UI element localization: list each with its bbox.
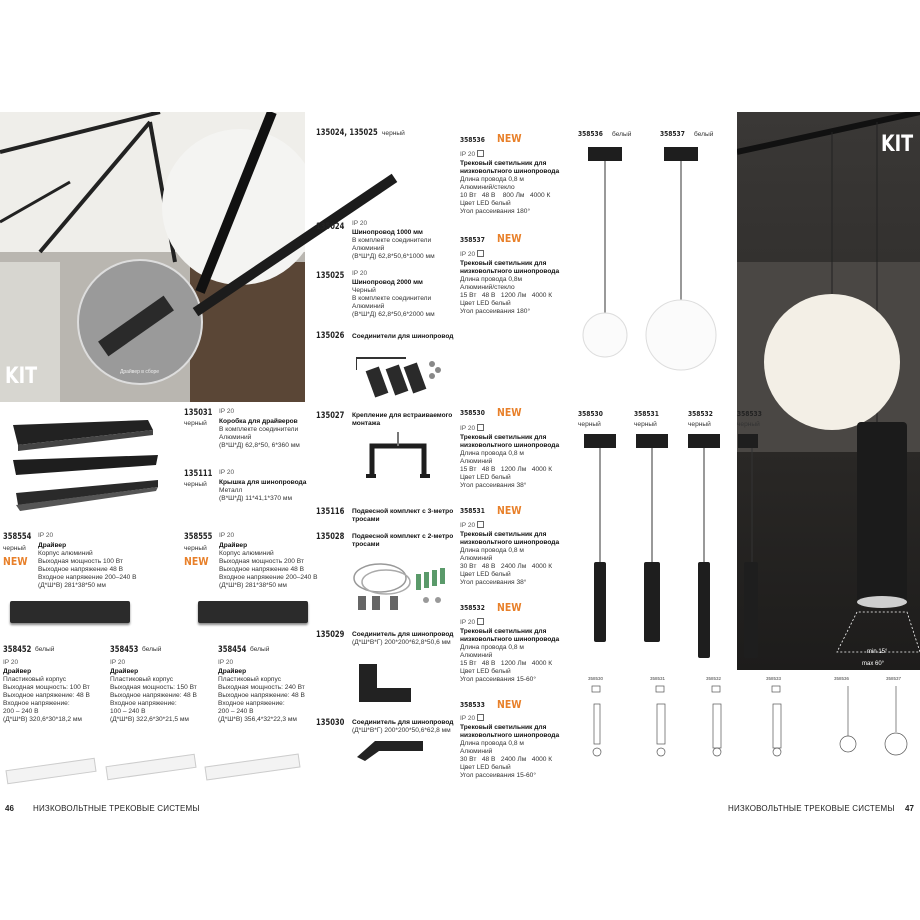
spec-358536-1: Длина провода 0,8 м xyxy=(460,176,524,183)
driver-box-illustration xyxy=(8,415,158,515)
color-358537-top: белый xyxy=(694,131,714,138)
footer-title-left: НИЗКОВОЛЬТНЫЕ ТРЕКОВЫЕ СИСТЕМЫ xyxy=(33,804,200,813)
l-connector-illustration xyxy=(355,660,415,706)
title-135027: Крепление для встраиваемого монтажа xyxy=(352,412,453,427)
spec-358554-3: Выходное напряжение 48 В xyxy=(38,566,124,573)
color-358532-top: черный xyxy=(688,421,711,428)
spec-358454-2: Выходная мощность: 240 Вт xyxy=(218,684,305,691)
spec-358555-2: Выходная мощность 200 Вт xyxy=(219,558,304,565)
spec-358530-2: Алюминий xyxy=(460,458,493,465)
ip-square-icon xyxy=(477,618,484,625)
title-358531: Трековый светильник для низковольтного шинопровода xyxy=(460,531,560,546)
code-135111: 135111 xyxy=(184,469,213,479)
spec-358533-3: 30 Вт 48 В 2400 Лм 4000 К xyxy=(460,756,553,763)
spec-135111-2: (В*Ш*Д) 11*41,1*370 мм xyxy=(219,495,292,502)
drawing-label-358537: 358537 xyxy=(886,676,902,681)
spec-358530-3: 15 Вт 48 В 1200 Лм 4000 К xyxy=(460,466,553,473)
code-358555: 358555 xyxy=(184,532,213,542)
ip-358537 xyxy=(460,250,484,258)
driver-image-358454 xyxy=(204,753,300,780)
page-number-right: 47 xyxy=(905,804,914,813)
ip-358531 xyxy=(460,521,484,529)
ip-square-icon xyxy=(477,250,484,257)
driver-image-358453 xyxy=(105,754,196,780)
spec-135029-1: (Д*Ш*В*Г) 200*200*62,8*50,6 мм xyxy=(352,639,451,646)
spec-358554-1: Корпус алюминий xyxy=(38,550,93,557)
new-badge-358531: NEW xyxy=(497,504,522,517)
title-358537: Трековый светильник для низковольтного шинопровода xyxy=(460,260,560,275)
code-358533-top: 358533 xyxy=(737,410,762,418)
spec-358453-6: (Д*Ш*В) 322,6*30*21,5 мм xyxy=(110,716,189,723)
spec-358537-1: Длина провода 0,8м xyxy=(460,276,523,283)
spec-358554-4: Входное напряжение 200–240 В xyxy=(38,574,137,581)
ip-135111: IP 20 xyxy=(219,469,235,476)
title-358554: Драйвер xyxy=(38,542,67,549)
ip-text: IP 20 xyxy=(460,425,476,432)
spec-358536-3: 10 Вт 48 В 800 Лм 4000 К xyxy=(460,192,551,199)
spec-358536-4: Цвет LED белый xyxy=(460,200,511,207)
spec-358532-2: Алюминий xyxy=(460,652,493,659)
ip-135031: IP 20 xyxy=(219,408,235,415)
ip-text: IP 20 xyxy=(460,251,476,258)
spec-135025-4: (В*Ш*Д) 62,8*50,6*2000 мм xyxy=(352,311,435,318)
suspension-illustration xyxy=(350,556,460,616)
spec-358532-4: Цвет LED белый xyxy=(460,668,511,675)
drawing-label-358536: 358536 xyxy=(834,676,850,681)
ip-358536 xyxy=(460,150,484,158)
spec-358537-3: 15 Вт 48 В 1200 Лм 4000 К xyxy=(460,292,553,299)
title-358452: Драйвер xyxy=(3,668,32,675)
ip-358532 xyxy=(460,618,484,626)
new-badge-358533: NEW xyxy=(497,698,522,711)
color-358533-top: черный xyxy=(737,421,760,428)
code-135028: 135028 xyxy=(316,532,345,542)
spec-358555-5: (Д*Ш*В) 281*38*50 мм xyxy=(219,582,287,589)
title-358530: Трековый светильник для низковольтного шинопровода xyxy=(460,434,560,449)
code-135031: 135031 xyxy=(184,408,213,418)
code-135116: 135116 xyxy=(316,507,345,517)
spec-358454-1: Пластиковый корпус xyxy=(218,676,282,683)
drawing-label-358530: 358530 xyxy=(588,676,604,681)
code-358536-desc: 358536 xyxy=(460,136,485,144)
title-135028: Подвесной комплект с 2-метро тросами xyxy=(352,533,454,548)
new-badge-358537: NEW xyxy=(497,232,522,245)
title-135025: Шинопровод 2000 мм xyxy=(352,279,423,286)
drawing-label-358531: 358531 xyxy=(650,676,666,681)
technical-drawings xyxy=(578,670,920,760)
title-135111: Крышка для шинопровода xyxy=(219,479,307,486)
spec-358452-4: Входное напряжение: xyxy=(3,700,70,707)
spec-358530-4: Цвет LED белый xyxy=(460,474,511,481)
spec-135025-2: В комплекте соединители xyxy=(352,295,432,302)
title-358536: Трековый светильник для низковольтного шинопровода xyxy=(460,160,560,175)
code-358537-top: 358537 xyxy=(660,130,685,138)
kit-logo-left: KIT xyxy=(5,364,38,389)
spec-358452-2: Выходная мощность: 100 Вт xyxy=(3,684,90,691)
mount-bracket-image xyxy=(366,432,430,480)
spec-358453-5: 100 – 240 В xyxy=(110,708,146,715)
drawing-label-358533: 358533 xyxy=(766,676,782,681)
spec-135025-3: Алюминий xyxy=(352,303,385,310)
spec-358537-2: Алюминий/стекло xyxy=(460,284,515,291)
code-358531-desc: 358531 xyxy=(460,507,485,515)
ip-358454: IP 20 xyxy=(218,659,234,666)
spec-135024-2: Алюминий xyxy=(352,245,385,252)
connectors-image xyxy=(356,350,446,398)
spec-358531-1: Длина провода 0,8 м xyxy=(460,547,524,554)
spec-358531-5: Угол рассеивания 38° xyxy=(460,579,527,586)
spec-135031-2: Алюминий xyxy=(219,434,252,441)
title-358555: Драйвер xyxy=(219,542,248,549)
spec-358530-1: Длина провода 0,8 м xyxy=(460,450,524,457)
spec-135025-1: Черный xyxy=(352,287,376,294)
suspension-kit-image xyxy=(350,556,460,616)
color-135031: черный xyxy=(184,420,207,427)
ip-text: IP 20 xyxy=(460,619,476,626)
spec-358555-1: Корпус алюминий xyxy=(219,550,274,557)
title-135029: Соединитель для шинопровод xyxy=(352,631,454,638)
driver-image-358452 xyxy=(5,758,96,784)
spec-358537-5: Угол рассеивания 180° xyxy=(460,308,531,315)
ip-135024: IP 20 xyxy=(352,220,368,227)
spec-135024-1: В комплекте соединители xyxy=(352,237,432,244)
spec-358555-3: Выходное напряжение 48 В xyxy=(219,566,305,573)
spec-358536-5: Угол рассеивания 180° xyxy=(460,208,531,215)
spec-135024-3: (В*Ш*Д) 62,8*50,6*1000 мм xyxy=(352,253,435,260)
code-358554: 358554 xyxy=(3,532,32,542)
ip-text: IP 20 xyxy=(460,715,476,722)
title-358532: Трековый светильник для низковольтного шинопровода xyxy=(460,628,560,643)
spec-358531-2: Алюминий xyxy=(460,555,493,562)
code-135026: 135026 xyxy=(316,331,345,341)
spec-358452-6: (Д*Ш*В) 320,6*30*18,2 мм xyxy=(3,716,82,723)
color-358555: черный xyxy=(184,545,207,552)
spec-358533-1: Длина провода 0,8 м xyxy=(460,740,524,747)
spec-358454-5: 200 – 240 В xyxy=(218,708,254,715)
title-135026: Соединители для шинопровод xyxy=(352,333,454,340)
spec-358531-3: 30 Вт 48 В 2400 Лм 4000 К xyxy=(460,563,553,570)
spec-135031-3: (В*Ш*Д) 62,8*50, 6*360 мм xyxy=(219,442,300,449)
title-358453: Драйвер xyxy=(110,668,139,675)
ip-square-icon xyxy=(477,424,484,431)
interior-illustration xyxy=(0,112,305,402)
spec-358536-2: Алюминий/стекло xyxy=(460,184,515,191)
cylinder-pendants-illustration xyxy=(578,432,758,664)
code-358530-top: 358530 xyxy=(578,410,603,418)
left-interior-photo xyxy=(0,112,305,402)
ip-text: IP 20 xyxy=(460,151,476,158)
new-badge-358554: NEW xyxy=(3,555,28,568)
spec-358453-3: Выходное напряжение: 48 В xyxy=(110,692,197,699)
title-135024: Шинопровод 1000 мм xyxy=(352,229,423,236)
spec-358453-1: Пластиковый корпус xyxy=(110,676,174,683)
code-358533-desc: 358533 xyxy=(460,701,485,709)
spec-358533-4: Цвет LED белый xyxy=(460,764,511,771)
ip-358554: IP 20 xyxy=(38,532,54,539)
color-358453: белый xyxy=(142,646,162,653)
drawings-svg xyxy=(578,670,920,760)
photo-caption: Драйвер в сборе xyxy=(120,369,160,375)
code-358452: 358452 xyxy=(3,645,32,655)
code-358531-top: 358531 xyxy=(634,410,659,418)
spec-358454-4: Входное напряжение: xyxy=(218,700,285,707)
angle-connector-illustration xyxy=(355,737,425,761)
code-135027: 135027 xyxy=(316,411,345,421)
globe-pendants-image xyxy=(580,145,730,375)
spec-358530-5: Угол рассеивания 38° xyxy=(460,482,527,489)
color-358536-top: белый xyxy=(612,131,632,138)
spec-358454-6: (Д*Ш*В) 356,4*32*22,3 мм xyxy=(218,716,297,723)
driver-image-358554 xyxy=(10,601,130,623)
spec-358453-4: Входное напряжение: xyxy=(110,700,177,707)
ip-text: IP 20 xyxy=(460,522,476,529)
spec-358452-5: 200 – 240 В xyxy=(3,708,39,715)
l-connector-image xyxy=(355,660,415,706)
spec-358554-5: (Д*Ш*В) 281*38*50 мм xyxy=(38,582,106,589)
code-135030: 135030 xyxy=(316,718,345,728)
ip-135025: IP 20 xyxy=(352,270,368,277)
globe-pendants-illustration xyxy=(580,145,730,375)
driver-image-358555 xyxy=(198,601,308,623)
code-358532-top: 358532 xyxy=(688,410,713,418)
spec-358533-2: Алюминий xyxy=(460,748,493,755)
ip-square-icon xyxy=(477,521,484,528)
color-358530-top: черный xyxy=(578,421,601,428)
spec-358531-4: Цвет LED белый xyxy=(460,571,511,578)
code-358530-desc: 358530 xyxy=(460,409,485,417)
title-358454: Драйвер xyxy=(218,668,247,675)
code-358454: 358454 xyxy=(218,645,247,655)
code-358453: 358453 xyxy=(110,645,139,655)
ip-square-icon xyxy=(477,714,484,721)
product-image-135031 xyxy=(8,415,158,515)
spec-358452-3: Выходное напряжение: 48 В xyxy=(3,692,90,699)
title-135031: Коробка для драйверов xyxy=(219,418,298,425)
spec-358532-1: Длина провода 0,8 м xyxy=(460,644,524,651)
code-358536-top: 358536 xyxy=(578,130,603,138)
spec-358453-2: Выходная мощность: 150 Вт xyxy=(110,684,197,691)
color-135024-135025: черный xyxy=(382,130,405,137)
footer-title-right: НИЗКОВОЛЬТНЫЕ ТРЕКОВЫЕ СИСТЕМЫ xyxy=(728,804,895,813)
bracket-illustration xyxy=(366,432,430,480)
angle-min-label: min 15° xyxy=(867,649,888,655)
code-135025: 135025 xyxy=(316,271,345,281)
page-number-left: 46 xyxy=(5,804,14,813)
pendant-illustration xyxy=(737,112,920,670)
new-badge-358555: NEW xyxy=(184,555,209,568)
connectors-illustration xyxy=(356,350,446,398)
angle-connector-image xyxy=(355,737,425,761)
ip-358530 xyxy=(460,424,484,432)
color-358554: черный xyxy=(3,545,26,552)
spec-135031-1: В комплекте соединители xyxy=(219,426,299,433)
spec-358454-3: Выходное напряжение: 48 В xyxy=(218,692,305,699)
code-135024: 135024 xyxy=(316,222,345,232)
spec-358532-3: 15 Вт 48 В 1200 Лм 4000 К xyxy=(460,660,553,667)
title-135030: Соединитель для шинопровод xyxy=(352,719,454,726)
spec-135111-1: Металл xyxy=(219,487,243,494)
ip-358555: IP 20 xyxy=(219,532,235,539)
spec-358532-5: Угол рассеивания 15-60° xyxy=(460,676,536,683)
spec-135030-1: (Д*Ш*В*Г) 200*200*50,6*62,8 мм xyxy=(352,727,451,734)
code-358532-desc: 358532 xyxy=(460,604,485,612)
color-358531-top: черный xyxy=(634,421,657,428)
title-358533: Трековый светильник для низковольтного шинопровода xyxy=(460,724,560,739)
new-badge-358536: NEW xyxy=(497,132,522,145)
color-358454: белый xyxy=(250,646,270,653)
title-135116: Подвесной комплект с 3-метро тросами xyxy=(352,508,454,523)
spec-358452-1: Пластиковый корпус xyxy=(3,676,67,683)
spec-358537-4: Цвет LED белый xyxy=(460,300,511,307)
code-135024-135025: 135024, 135025 xyxy=(316,128,378,138)
angle-max-label: max 60° xyxy=(862,661,885,667)
drawing-label-358532: 358532 xyxy=(706,676,722,681)
spec-358554-2: Выходная мощность 100 Вт xyxy=(38,558,123,565)
cylinder-pendants-image xyxy=(578,432,758,664)
code-135029: 135029 xyxy=(316,630,345,640)
code-358537-desc: 358537 xyxy=(460,236,485,244)
ip-358533 xyxy=(460,714,484,722)
ip-358453: IP 20 xyxy=(110,659,126,666)
color-135111: черный xyxy=(184,481,207,488)
ip-square-icon xyxy=(477,150,484,157)
new-badge-358532: NEW xyxy=(497,601,522,614)
kit-logo-right: KIT xyxy=(881,132,914,157)
spec-358533-5: Угол рассеивания 15-60° xyxy=(460,772,536,779)
new-badge-358530: NEW xyxy=(497,406,522,419)
spec-358555-4: Входное напряжение 200–240 В xyxy=(219,574,318,581)
ip-358452: IP 20 xyxy=(3,659,19,666)
right-interior-photo xyxy=(737,112,920,670)
color-358452: белый xyxy=(35,646,55,653)
